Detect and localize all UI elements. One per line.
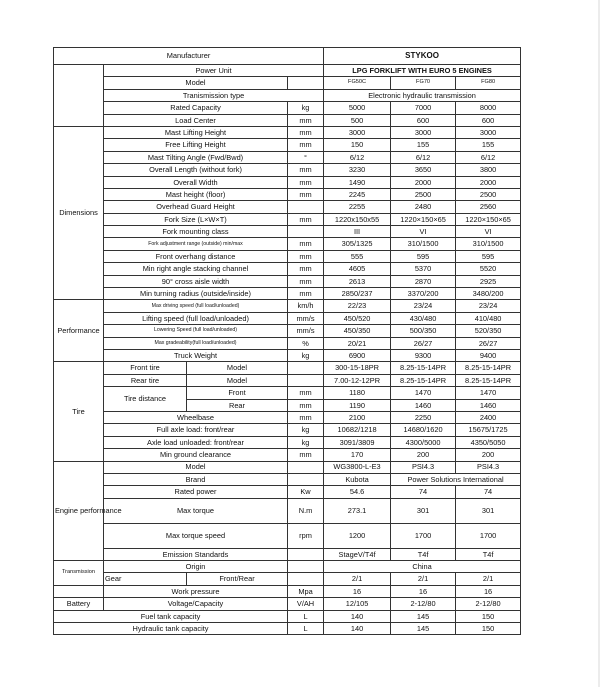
- spec-value: 200: [456, 449, 521, 461]
- rated-capacity-label: Rated Capacity: [104, 102, 288, 114]
- spec-label: Wheelbase: [104, 411, 288, 423]
- manufacturer-label: Manufacturer: [54, 48, 324, 65]
- spec-value: 1200: [324, 523, 391, 548]
- origin-value: China: [324, 561, 521, 573]
- spec-value: 2/1: [456, 573, 521, 585]
- spec-value: 273.1: [324, 498, 391, 523]
- spec-value: StageV/T4f: [324, 548, 391, 560]
- spec-value: 16: [456, 585, 521, 597]
- table-row: [54, 449, 521, 461]
- model-value: FG70: [391, 77, 456, 89]
- spec-value: 26/27: [391, 337, 456, 349]
- power-unit-value: LPG FORKLIFT WITH EURO 5 ENGINES: [324, 65, 521, 77]
- rated-capacity-value: 5000: [324, 102, 391, 114]
- spec-unit: L: [288, 610, 324, 622]
- spec-table: [53, 47, 521, 635]
- spec-value: 26/27: [456, 337, 521, 349]
- load-center-unit: mm: [288, 114, 324, 126]
- spec-unit: mm: [288, 238, 324, 250]
- spec-label: Full axle load: front/rear: [104, 424, 288, 436]
- spec-unit: kg: [288, 424, 324, 436]
- table-row: [54, 263, 521, 275]
- spec-value: 2850/237: [324, 288, 391, 300]
- spec-label: Max torque speed: [104, 523, 288, 548]
- spec-value: 140: [324, 623, 391, 635]
- spec-value: 555: [324, 250, 391, 262]
- section-tire: Tire: [54, 362, 104, 461]
- spec-unit: mm: [288, 387, 324, 399]
- engine-model-label: Model: [104, 461, 288, 473]
- tire-distance-rear: Rear: [187, 399, 288, 411]
- spec-unit: mm: [288, 263, 324, 275]
- engine-brand-b: Power Solutions International: [391, 473, 521, 485]
- spec-value: 23/24: [456, 300, 521, 312]
- section-dimensions: Dimensions: [54, 126, 104, 299]
- table-row: [54, 238, 521, 250]
- spec-value: 10682/1218: [324, 424, 391, 436]
- spec-value: 2/1: [391, 573, 456, 585]
- load-center-value: 600: [391, 114, 456, 126]
- spec-label: Hydraulic tank capacity: [54, 623, 288, 635]
- spec-unit: %: [288, 337, 324, 349]
- spec-value: VI: [456, 226, 521, 238]
- spec-value: 6900: [324, 349, 391, 361]
- spec-value: 140: [324, 610, 391, 622]
- spec-unit: °: [288, 151, 324, 163]
- rear-tire-label: Rear tire: [104, 374, 187, 386]
- spec-unit: [288, 473, 324, 485]
- spec-unit: mm: [288, 213, 324, 225]
- spec-value: 170: [324, 449, 391, 461]
- spec-value: 2400: [456, 411, 521, 423]
- spec-label: Work pressure: [104, 585, 288, 597]
- spec-value: 1700: [391, 523, 456, 548]
- blank-cell: [54, 585, 104, 597]
- spec-value: III: [324, 226, 391, 238]
- spec-unit: Kw: [288, 486, 324, 498]
- spec-value: 2-12/80: [456, 598, 521, 610]
- table-row: [54, 188, 521, 200]
- spec-value: 3000: [391, 126, 456, 138]
- rated-capacity-value: 7000: [391, 102, 456, 114]
- table-row: [54, 387, 521, 399]
- spec-value: 1700: [456, 523, 521, 548]
- spec-value: 8.25-15-14PR: [456, 362, 521, 374]
- spec-value: 2245: [324, 188, 391, 200]
- spec-unit: km/h: [288, 300, 324, 312]
- table-row: [54, 374, 521, 386]
- gear-label: Gear: [104, 573, 187, 585]
- table-row: [54, 623, 521, 635]
- table-row: [54, 436, 521, 448]
- spec-label: Free Lifting Height: [104, 139, 288, 151]
- table-row: [54, 349, 521, 361]
- spec-label: Voltage/Capacity: [104, 598, 288, 610]
- spec-value: 150: [456, 623, 521, 635]
- table-row: [54, 164, 521, 176]
- table-row: [54, 610, 521, 622]
- spec-value: 3800: [456, 164, 521, 176]
- spec-unit: mm/s: [288, 312, 324, 324]
- spec-value: 1460: [456, 399, 521, 411]
- rear-tire-sub: Model: [187, 374, 288, 386]
- spec-value: 150: [324, 139, 391, 151]
- spec-value: 2100: [324, 411, 391, 423]
- spec-value: 1180: [324, 387, 391, 399]
- spec-unit: mm: [288, 164, 324, 176]
- spec-label: Mast Tilting Angle (Fwd/Bwd): [104, 151, 288, 163]
- spec-label: 90° cross aisle width: [104, 275, 288, 287]
- spec-value: 2500: [456, 188, 521, 200]
- spec-unit: [288, 461, 324, 473]
- spec-value: 3370/200: [391, 288, 456, 300]
- spec-value: VI: [391, 226, 456, 238]
- engine-brand-label: Brand: [104, 473, 288, 485]
- emission-label: Emission Standards: [104, 548, 288, 560]
- spec-value: 1220×150×65: [391, 213, 456, 225]
- table-row: [54, 486, 521, 498]
- load-center-value: 500: [324, 114, 391, 126]
- spec-value: 2-12/80: [391, 598, 456, 610]
- spec-value: 8.25-15-14PR: [391, 374, 456, 386]
- spec-label: Overall Width: [104, 176, 288, 188]
- spec-value: 2560: [456, 201, 521, 213]
- engine-brand-a: Kubota: [324, 473, 391, 485]
- front-tire-sub: Model: [187, 362, 288, 374]
- spec-value: 310/1500: [456, 238, 521, 250]
- spec-unit: mm: [288, 176, 324, 188]
- spec-value: 155: [456, 139, 521, 151]
- spec-value: 310/1500: [391, 238, 456, 250]
- spec-value: 145: [391, 623, 456, 635]
- spec-unit: Mpa: [288, 585, 324, 597]
- spec-label: Overhead Guard Height: [104, 201, 288, 213]
- table-row: [54, 275, 521, 287]
- spec-value: 74: [456, 486, 521, 498]
- spec-value: 2000: [456, 176, 521, 188]
- spec-unit: mm: [288, 449, 324, 461]
- spec-value: 16: [324, 585, 391, 597]
- transmission-type-label: Tranismission type: [104, 89, 324, 101]
- spec-value: 6/12: [324, 151, 391, 163]
- spec-value: 22/23: [324, 300, 391, 312]
- spec-value: 3650: [391, 164, 456, 176]
- spec-value: 1190: [324, 399, 391, 411]
- spec-value: 1460: [391, 399, 456, 411]
- spec-unit: V/AH: [288, 598, 324, 610]
- table-row: [54, 424, 521, 436]
- spec-value: 1470: [456, 387, 521, 399]
- table-row: [54, 561, 521, 573]
- model-value: FG50C: [324, 77, 391, 89]
- spec-value: 150: [456, 610, 521, 622]
- table-row: [54, 213, 521, 225]
- table-row: [54, 548, 521, 560]
- section-performance: Performance: [54, 300, 104, 362]
- table-row: [54, 312, 521, 324]
- spec-value: 2250: [391, 411, 456, 423]
- spec-label: Lifting speed (full load/unloaded): [104, 312, 288, 324]
- spec-label: Overall Length (without fork): [104, 164, 288, 176]
- spec-value: 500/350: [391, 325, 456, 337]
- spec-value: 1220x150x55: [324, 213, 391, 225]
- spec-label: Min ground clearance: [104, 449, 288, 461]
- spec-label: Front overhang distance: [104, 250, 288, 262]
- gear-sub: Front/Rear: [187, 573, 288, 585]
- spec-value: 8.25-15-14PR: [456, 374, 521, 386]
- spec-value: 9300: [391, 349, 456, 361]
- spec-unit: mm/s: [288, 325, 324, 337]
- spec-value: 16: [391, 585, 456, 597]
- spec-value: 15675/1725: [456, 424, 521, 436]
- spec-value: T4f: [456, 548, 521, 560]
- spec-label: Lowering Speed (full load/unloaded): [104, 325, 288, 337]
- spec-unit: mm: [288, 139, 324, 151]
- spec-unit: rpm: [288, 523, 324, 548]
- spec-value: 3000: [324, 126, 391, 138]
- table-row: [54, 573, 521, 585]
- spec-value: 1490: [324, 176, 391, 188]
- spec-label: Fork mounting class: [104, 226, 288, 238]
- spec-label: Fuel tank capacity: [54, 610, 288, 622]
- spec-value: 12/105: [324, 598, 391, 610]
- spec-value: 145: [391, 610, 456, 622]
- section-battery: Battery: [54, 598, 104, 610]
- spec-label: Mast height (floor): [104, 188, 288, 200]
- spec-unit: [288, 226, 324, 238]
- spec-value: 520/350: [456, 325, 521, 337]
- spec-unit: [288, 362, 324, 374]
- spec-value: 3091/3809: [324, 436, 391, 448]
- spec-label: Mast Lifting Height: [104, 126, 288, 138]
- spec-value: 595: [456, 250, 521, 262]
- spec-value: 6/12: [391, 151, 456, 163]
- spec-value: WG3800-L-E3: [324, 461, 391, 473]
- spec-value: 2925: [456, 275, 521, 287]
- spec-value: 23/24: [391, 300, 456, 312]
- rated-capacity-value: 8000: [456, 102, 521, 114]
- spec-unit: mm: [288, 188, 324, 200]
- spec-value: 450/350: [324, 325, 391, 337]
- spec-label: Max driving speed (full load/unloaded): [104, 300, 288, 312]
- table-row: [54, 176, 521, 188]
- spec-value: 3000: [456, 126, 521, 138]
- spec-unit: [288, 548, 324, 560]
- table-row: [54, 585, 521, 597]
- spec-value: T4f: [391, 548, 456, 560]
- spec-unit: mm: [288, 126, 324, 138]
- load-center-label: Load Center: [104, 114, 288, 126]
- front-tire-label: Front tire: [104, 362, 187, 374]
- transmission-type-value: Electronic hydraulic transmission: [324, 89, 521, 101]
- spec-value: 74: [391, 486, 456, 498]
- spec-value: 1220×150×65: [456, 213, 521, 225]
- model-value: FG80: [456, 77, 521, 89]
- spec-value: 2500: [391, 188, 456, 200]
- spec-value: 4350/5050: [456, 436, 521, 448]
- spec-value: 7.00-12-12PR: [324, 374, 391, 386]
- power-unit-label: Power Unit: [104, 65, 324, 77]
- spec-label: Max torque: [104, 498, 288, 523]
- spec-value: 430/480: [391, 312, 456, 324]
- table-row: [54, 226, 521, 238]
- section-transmission: Transmission: [54, 561, 104, 586]
- table-row: [54, 461, 521, 473]
- spec-value: 200: [391, 449, 456, 461]
- spec-label: Fork Size (L×W×T): [104, 213, 288, 225]
- section-engine: Engine performance: [54, 461, 104, 561]
- table-row: [54, 325, 521, 337]
- table-row: [54, 151, 521, 163]
- spec-value: 2613: [324, 275, 391, 287]
- spec-value: 2480: [391, 201, 456, 213]
- spec-value: 155: [391, 139, 456, 151]
- spec-value: 6/12: [456, 151, 521, 163]
- spec-label: Rated power: [104, 486, 288, 498]
- model-unit: [288, 77, 324, 89]
- spec-value: 305/1325: [324, 238, 391, 250]
- table-row: [54, 300, 521, 312]
- table-row: [54, 598, 521, 610]
- spec-value: 595: [391, 250, 456, 262]
- spec-value: 2255: [324, 201, 391, 213]
- table-row: [54, 411, 521, 423]
- spec-value: 2870: [391, 275, 456, 287]
- table-row: [54, 473, 521, 485]
- spec-unit: [288, 561, 324, 573]
- table-row: [54, 523, 521, 548]
- table-row: [54, 250, 521, 262]
- tire-distance-label: Tire distance: [104, 387, 187, 412]
- tire-distance-front: Front: [187, 387, 288, 399]
- spec-value: 3230: [324, 164, 391, 176]
- spec-value: 5520: [456, 263, 521, 275]
- spec-value: 2/1: [324, 573, 391, 585]
- spec-unit: mm: [288, 275, 324, 287]
- table-row: [54, 362, 521, 374]
- spec-label: Axle load unloaded: front/rear: [104, 436, 288, 448]
- origin-label: Origin: [104, 561, 288, 573]
- spec-unit: [288, 201, 324, 213]
- spec-value: 301: [456, 498, 521, 523]
- spec-value: 14680/1620: [391, 424, 456, 436]
- spec-unit: kg: [288, 436, 324, 448]
- spec-value: 4605: [324, 263, 391, 275]
- spec-unit: [288, 573, 324, 585]
- spec-value: 3480/200: [456, 288, 521, 300]
- spec-unit: L: [288, 623, 324, 635]
- spec-unit: mm: [288, 411, 324, 423]
- section-blank: [54, 65, 104, 127]
- spec-unit: kg: [288, 349, 324, 361]
- spec-value: 410/480: [456, 312, 521, 324]
- spec-label: Min turning radius (outside/inside): [104, 288, 288, 300]
- load-center-value: 600: [456, 114, 521, 126]
- spec-value: 9400: [456, 349, 521, 361]
- spec-value: 1470: [391, 387, 456, 399]
- spec-label: Fork adjustment range (outside) min/max: [104, 238, 288, 250]
- spec-value: 300-15-18PR: [324, 362, 391, 374]
- spec-value: 4300/5000: [391, 436, 456, 448]
- spec-unit: N.m: [288, 498, 324, 523]
- spec-label: Min right angle stacking channel: [104, 263, 288, 275]
- spec-label: Truck Weight: [104, 349, 288, 361]
- rated-capacity-unit: kg: [288, 102, 324, 114]
- spec-value: 20/21: [324, 337, 391, 349]
- table-row: [54, 201, 521, 213]
- spec-value: PSI4.3: [456, 461, 521, 473]
- spec-unit: mm: [288, 288, 324, 300]
- table-row: [54, 126, 521, 138]
- spec-unit: mm: [288, 250, 324, 262]
- spec-value: 301: [391, 498, 456, 523]
- spec-value: PSI4.3: [391, 461, 456, 473]
- table-row: [54, 288, 521, 300]
- spec-label: Max gradeability(full load/unloaded): [104, 337, 288, 349]
- spec-unit: mm: [288, 399, 324, 411]
- table-row: [54, 337, 521, 349]
- manufacturer-value: STYKOO: [324, 48, 521, 65]
- spec-value: 5370: [391, 263, 456, 275]
- spec-value: 8.25-15-14PR: [391, 362, 456, 374]
- table-row: [54, 139, 521, 151]
- model-label: Model: [104, 77, 288, 89]
- table-row: [54, 498, 521, 523]
- spec-value: 450/520: [324, 312, 391, 324]
- spec-unit: [288, 374, 324, 386]
- spec-value: 54.6: [324, 486, 391, 498]
- spec-value: 2000: [391, 176, 456, 188]
